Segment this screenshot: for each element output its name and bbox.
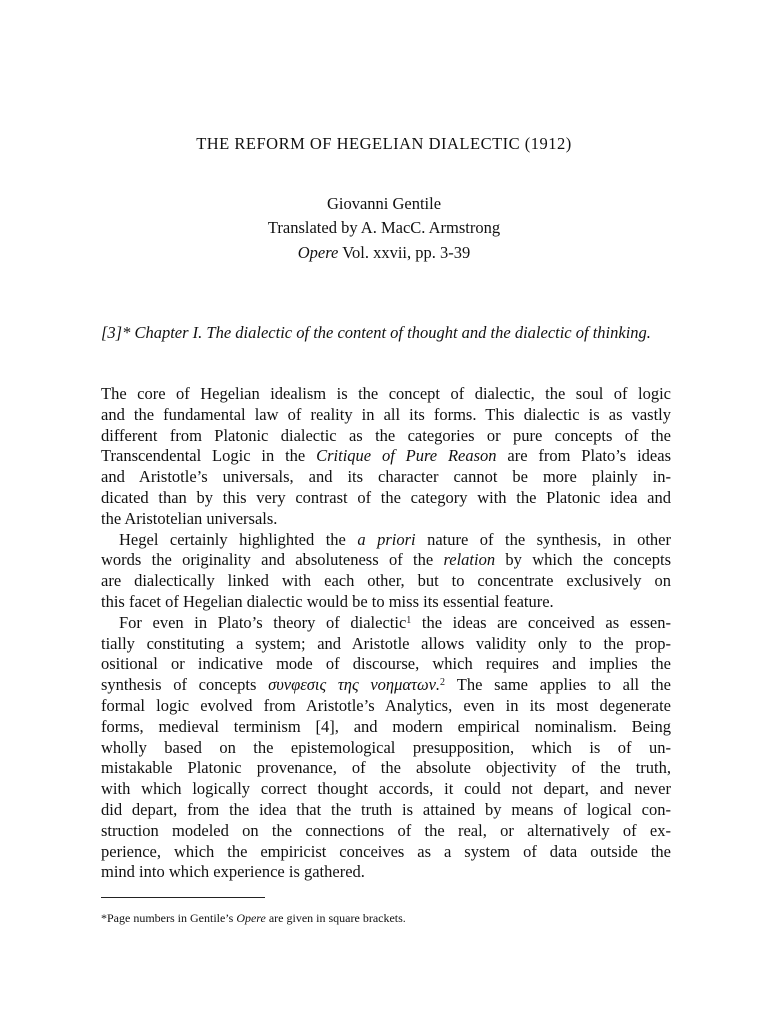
- author-name: Giovanni Gentile: [326, 194, 442, 213]
- source-reference: [0, 243, 768, 263]
- text-line: with which logically correct thought accords, it could not depart, and never: [101, 779, 671, 799]
- text-line: ositional or indicative mode of discourse, which requires and implies the: [101, 654, 671, 674]
- paragraph: [101, 384, 671, 530]
- text-line: forms, medieval terminism [4], and modern empirical nominalism. Being: [101, 716, 671, 736]
- text-line: mind into which experience is gathered.: [101, 862, 365, 882]
- footnote-prefix: *Page numbers in Gentile’s: [101, 911, 237, 925]
- italic-text: relation: [443, 550, 496, 570]
- text-line: Hegel certainly highlighted the a priori nature of the synthesis, in other: [119, 529, 671, 549]
- paragraph: [101, 613, 671, 883]
- text-line: mistakable Platonic provenance, of the absolute objectivity of the truth,: [101, 758, 671, 778]
- text-line: wholly based on the epistemological presupposition, which is of un-: [101, 737, 671, 757]
- text-line: the Aristotelian universals.: [101, 508, 278, 528]
- footnote-italic: Opere: [236, 911, 266, 925]
- footnote-suffix: are given in square brackets.: [265, 911, 406, 925]
- text-line: this facet of Hegelian dialectic would be to miss its essential feature.: [101, 591, 554, 611]
- italic-text: Critique of Pure Reason: [316, 446, 497, 466]
- source-rest: Vol. xxvii, pp. 3-39: [338, 243, 471, 262]
- paragraph: [101, 530, 671, 613]
- source-italic: Opere: [297, 243, 339, 262]
- footnote-marker: 2: [440, 677, 446, 689]
- page-title: THE REFORM OF HEGELIAN DIALECTIC (1912): [196, 134, 572, 153]
- text-line: The core of Hegelian idealism is the concept of dialectic, the soul of logic: [101, 384, 671, 403]
- text-line: For even in Plato’s theory of dialectic$^1$ the ideas are conceived as essen-: [119, 612, 672, 632]
- text-line: Transcendental Logic in the Critique of Pure Reason are from Plato’s ideas: [101, 446, 671, 466]
- text-line: dicated than by this very contrast of the category with the Platonic idea and: [101, 487, 671, 507]
- footnote-marker: 1: [406, 614, 412, 626]
- text-line: different from Platonic dialectic as the categories or pure concepts of the: [101, 425, 671, 445]
- body-text: [101, 384, 671, 883]
- text-line: and the fundamental law of reality in all its forms. This dialectic is as vastly: [101, 404, 671, 424]
- translator-credit: Translated by A. MacC. Armstrong: [267, 218, 501, 237]
- text-line: are dialectically linked with each other, but to concentrate exclusively on: [101, 571, 671, 591]
- text-line: synthesis of concepts συνφεσις της νοηματων.$^2$ The same applies to all the: [101, 675, 671, 695]
- text-line: perience, which the empiricist conceives as a system of data outside the: [101, 841, 671, 861]
- italic-text: a priori: [357, 529, 416, 549]
- text-line: tially constituting a system; and Aristotle allows validity only to the prop-: [101, 633, 671, 653]
- footnote: [101, 911, 406, 926]
- footnote-divider: [101, 897, 265, 898]
- text-line: did depart, from the idea that the truth is attained by means of logical con-: [101, 799, 671, 819]
- text-line: struction modeled on the connections of the real, or alternatively of ex-: [101, 820, 671, 840]
- text-line: words the originality and absoluteness of the relation by which the concepts: [101, 550, 671, 570]
- text-line: and Aristotle’s universals, and its character cannot be more plainly in-: [101, 467, 671, 487]
- italic-text: συνφεσις της νοηματων.: [268, 675, 441, 695]
- text-line: formal logic evolved from Aristotle’s Analytics, even in its most degenerate: [101, 695, 671, 715]
- chapter-heading: [3]* Chapter I. The dialectic of the content of thought and the dialectic of thinking.: [101, 323, 651, 342]
